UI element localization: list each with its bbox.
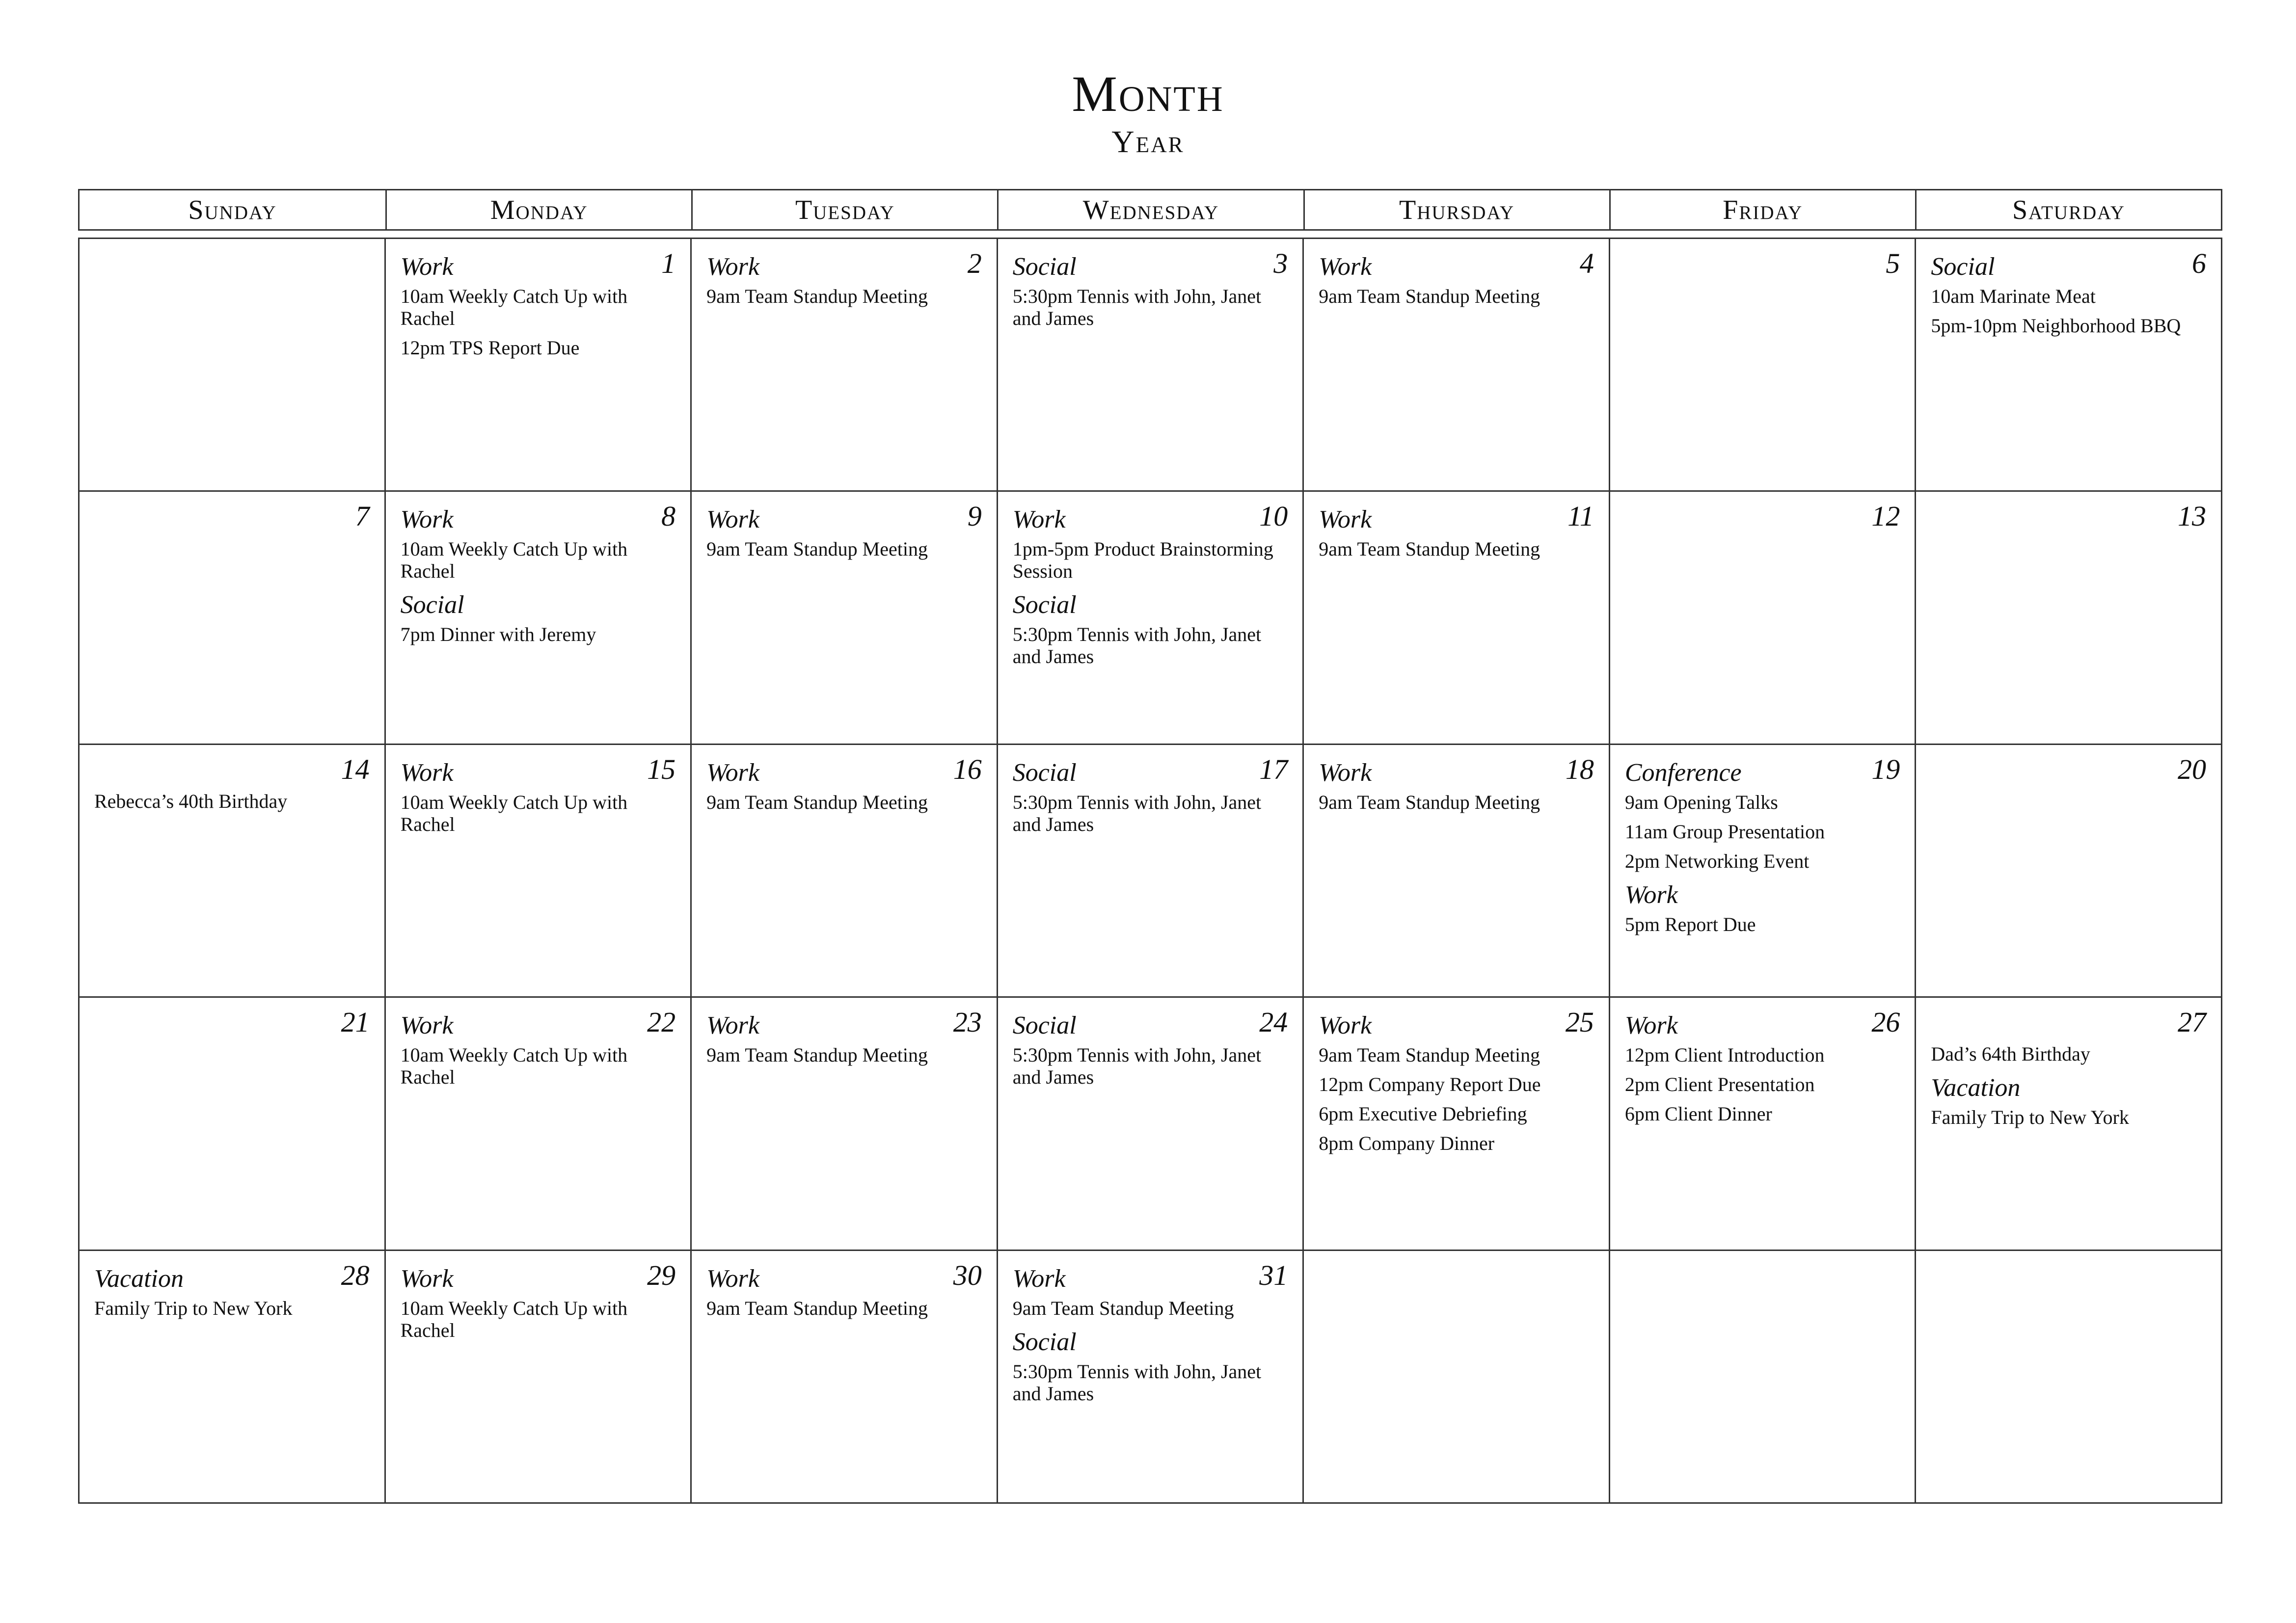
empty-day-cell[interactable] [80, 239, 386, 492]
day-events [401, 252, 676, 359]
event-category-label: Work [400, 506, 454, 534]
day-number: 28 [341, 1259, 370, 1291]
calendar-event[interactable]: Family Trip to New York [1931, 1106, 2129, 1129]
event-category-label: Work [1319, 758, 1372, 787]
day-cell-29[interactable] [386, 1251, 692, 1504]
year-subtitle: Year [1111, 124, 1185, 159]
weekday-sunday: Sunday [188, 194, 277, 225]
calendar-event[interactable]: 10am Marinate Meat [1931, 285, 2096, 307]
event-category-label: Work [1319, 1011, 1372, 1040]
event-category-label: Work [706, 506, 759, 534]
event-category-label: Work [1319, 506, 1372, 534]
day-number: 10 [1259, 500, 1288, 532]
day-cell-20[interactable] [1916, 745, 2222, 998]
day-events [1625, 1011, 1900, 1125]
event-category-label: Work [706, 253, 759, 281]
day-cell-12[interactable] [1610, 492, 1917, 745]
day-events [1013, 505, 1288, 667]
weekday-friday: Friday [1609, 190, 1915, 229]
day-number: 24 [1259, 1006, 1288, 1038]
calendar-event[interactable]: 9am Team Standup Meeting [1012, 1297, 1234, 1319]
weekday-wednesday: Wednesday [997, 190, 1303, 229]
calendar-event[interactable]: 12pm TPS Report Due [400, 337, 580, 359]
day-events [1319, 252, 1594, 307]
day-number: 12 [1871, 500, 1900, 532]
calendar-event[interactable]: 5:30pm Tennis with John, Janet and James [1012, 1360, 1262, 1405]
day-cell-25[interactable] [1304, 998, 1610, 1251]
day-events [706, 505, 982, 560]
calendar-event[interactable]: 5:30pm Tennis with John, Janet and James [1012, 1044, 1262, 1089]
day-cell-17[interactable] [998, 745, 1304, 998]
calendar-event[interactable]: 9am Opening Talks [1624, 791, 1778, 813]
day-events [1319, 758, 1594, 813]
day-number: 21 [341, 1006, 370, 1038]
event-category-label: Social [400, 591, 464, 619]
day-events [1319, 505, 1594, 560]
event-category-label: Social [1931, 253, 1995, 281]
day-number: 16 [953, 753, 982, 785]
weekday-monday: Monday [385, 190, 691, 229]
event-category-label: Work [400, 1264, 454, 1293]
day-number: 25 [1565, 1006, 1594, 1038]
day-cell-22[interactable] [386, 998, 692, 1251]
day-cell-14[interactable] [80, 745, 386, 998]
day-events [401, 1011, 676, 1088]
day-events [1013, 1011, 1288, 1088]
day-number: 3 [1273, 247, 1288, 279]
day-cell-26[interactable] [1610, 998, 1917, 1251]
event-category-label: Vacation [1931, 1074, 2021, 1102]
month-title: Month [1072, 66, 1224, 122]
day-number: 14 [341, 753, 370, 785]
day-number: 31 [1259, 1259, 1288, 1291]
calendar-event[interactable]: 10am Weekly Catch Up with Rachel [400, 791, 628, 835]
event-category-label: Work [1624, 1011, 1678, 1040]
day-number: 8 [661, 500, 676, 532]
day-cell-5[interactable] [1610, 239, 1917, 492]
calendar-event[interactable]: Family Trip to New York [94, 1297, 293, 1319]
calendar-event[interactable]: 9am Team Standup Meeting [1319, 285, 1540, 307]
calendar-event[interactable]: 12pm Client Introduction [1624, 1044, 1825, 1066]
day-cell-21[interactable] [80, 998, 386, 1251]
event-category-label: Conference [1624, 758, 1742, 787]
calendar-event[interactable]: Dad’s 64th Birthday [1931, 1043, 2090, 1065]
calendar-event[interactable]: 9am Team Standup Meeting [706, 538, 928, 560]
event-category-label: Work [1012, 506, 1066, 534]
day-number: 23 [953, 1006, 982, 1038]
event-category-label: Work [706, 1011, 759, 1040]
weekday-thursday: Thursday [1303, 190, 1609, 229]
calendar-event[interactable]: 11am Group Presentation [1624, 820, 1825, 843]
calendar-event[interactable]: 7pm Dinner with Jeremy [400, 623, 596, 646]
day-events [1625, 758, 1900, 935]
calendar-event[interactable]: 5:30pm Tennis with John, Janet and James [1012, 285, 1262, 329]
day-events [706, 1011, 982, 1066]
calendar-event[interactable]: 9am Team Standup Meeting [706, 1044, 928, 1066]
calendar-event[interactable]: 9am Team Standup Meeting [706, 1297, 928, 1319]
calendar-event[interactable]: 9am Team Standup Meeting [706, 285, 928, 307]
day-cell-1[interactable] [386, 239, 692, 492]
event-category-label: Social [1012, 591, 1077, 619]
day-cell-2[interactable] [692, 239, 998, 492]
day-number: 2 [967, 247, 982, 279]
day-number: 15 [647, 753, 676, 785]
day-events [1931, 1011, 2206, 1128]
day-events [1319, 1011, 1594, 1154]
calendar-event[interactable]: 9am Team Standup Meeting [1319, 1044, 1540, 1066]
day-cell-15[interactable] [386, 745, 692, 998]
empty-day-cell[interactable] [1304, 1251, 1610, 1504]
day-number: 13 [2177, 500, 2206, 532]
empty-day-cell[interactable] [1916, 1251, 2222, 1504]
calendar-title [0, 66, 2296, 159]
day-events [706, 1264, 982, 1319]
calendar-event[interactable]: 12pm Company Report Due [1319, 1073, 1541, 1096]
day-events [706, 252, 982, 307]
calendar-event[interactable]: 6pm Client Dinner [1624, 1103, 1772, 1125]
calendar-event[interactable]: 9am Team Standup Meeting [1319, 538, 1540, 560]
event-category-label: Vacation [94, 1264, 184, 1293]
day-cell-11[interactable] [1304, 492, 1610, 745]
event-category-label: Work [706, 758, 759, 787]
day-number: 7 [355, 500, 370, 532]
calendar-event[interactable]: 10am Weekly Catch Up with Rachel [400, 1297, 628, 1341]
day-events [1931, 252, 2206, 337]
empty-day-cell[interactable] [1610, 1251, 1917, 1504]
day-number: 22 [647, 1006, 676, 1038]
day-number: 17 [1259, 753, 1288, 785]
day-events [94, 758, 370, 812]
calendar-event[interactable]: Rebecca’s 40th Birthday [94, 790, 288, 812]
day-cell-13[interactable] [1916, 492, 2222, 745]
day-number: 4 [1579, 247, 1594, 279]
day-events [401, 1264, 676, 1341]
day-cell-9[interactable] [692, 492, 998, 745]
event-category-label: Social [1012, 758, 1077, 787]
calendar-grid [78, 238, 2222, 1504]
calendar-event[interactable]: 9am Team Standup Meeting [1319, 791, 1540, 813]
day-cell-27[interactable] [1916, 998, 2222, 1251]
day-number: 11 [1567, 500, 1594, 532]
day-number: 5 [1886, 247, 1900, 279]
event-category-label: Social [1012, 1011, 1077, 1040]
event-category-label: Social [1012, 253, 1077, 281]
weekday-saturday: Saturday [1915, 190, 2221, 229]
event-category-label: Work [1319, 253, 1372, 281]
day-cell-10[interactable] [998, 492, 1304, 745]
day-number: 19 [1871, 753, 1900, 785]
day-number: 29 [647, 1259, 676, 1291]
day-events [94, 1264, 370, 1319]
day-cell-3[interactable] [998, 239, 1304, 492]
calendar-event[interactable]: 2pm Networking Event [1624, 850, 1810, 872]
day-events [1013, 252, 1288, 329]
event-category-label: Social [1012, 1328, 1077, 1356]
calendar-event[interactable]: 10am Weekly Catch Up with Rachel [400, 538, 628, 583]
calendar-event[interactable]: 1pm-5pm Product Brainstorming Session [1012, 538, 1273, 583]
calendar-event[interactable]: 6pm Executive Debriefing [1319, 1103, 1527, 1125]
event-category-label: Work [400, 253, 454, 281]
calendar-event[interactable]: 8pm Company Dinner [1319, 1132, 1495, 1155]
day-number: 20 [2177, 753, 2206, 785]
calendar-event[interactable]: 5pm-10pm Neighborhood BBQ [1931, 315, 2181, 337]
day-number: 9 [967, 500, 982, 532]
day-number: 1 [661, 247, 676, 279]
day-events [401, 505, 676, 645]
day-cell-7[interactable] [80, 492, 386, 745]
day-cell-28[interactable] [80, 1251, 386, 1504]
day-number: 27 [2177, 1006, 2206, 1038]
day-cell-30[interactable] [692, 1251, 998, 1504]
day-cell-8[interactable] [386, 492, 692, 745]
day-cell-18[interactable] [1304, 745, 1610, 998]
event-category-label: Work [1012, 1264, 1066, 1293]
calendar-event[interactable]: 10am Weekly Catch Up with Rachel [400, 1044, 628, 1089]
event-category-label: Work [1624, 880, 1678, 909]
day-number: 26 [1871, 1006, 1900, 1038]
day-number: 18 [1565, 753, 1594, 785]
day-cell-23[interactable] [692, 998, 998, 1251]
day-events [706, 758, 982, 813]
day-number: 6 [2191, 247, 2206, 279]
day-cell-31[interactable] [998, 1251, 1304, 1504]
day-cell-16[interactable] [692, 745, 998, 998]
day-cell-19[interactable] [1610, 745, 1917, 998]
day-events [1013, 758, 1288, 835]
calendar-event[interactable]: 5:30pm Tennis with John, Janet and James [1012, 623, 1262, 668]
day-cell-24[interactable] [998, 998, 1304, 1251]
calendar-event[interactable]: 10am Weekly Catch Up with Rachel [400, 285, 628, 329]
day-number: 30 [953, 1259, 982, 1291]
calendar-event[interactable]: 5:30pm Tennis with John, Janet and James [1012, 791, 1262, 835]
calendar-event[interactable]: 2pm Client Presentation [1624, 1073, 1815, 1096]
calendar-event[interactable]: 5pm Report Due [1624, 913, 1756, 935]
day-events [401, 758, 676, 835]
day-cell-6[interactable] [1916, 239, 2222, 492]
weekday-tuesday: Tuesday [691, 190, 997, 229]
day-events [1013, 1264, 1288, 1405]
event-category-label: Work [400, 758, 454, 787]
event-category-label: Work [400, 1011, 454, 1040]
calendar-event[interactable]: 9am Team Standup Meeting [706, 791, 928, 813]
day-cell-4[interactable] [1304, 239, 1610, 492]
event-category-label: Work [706, 1264, 759, 1293]
weekday-header-row [78, 189, 2222, 231]
